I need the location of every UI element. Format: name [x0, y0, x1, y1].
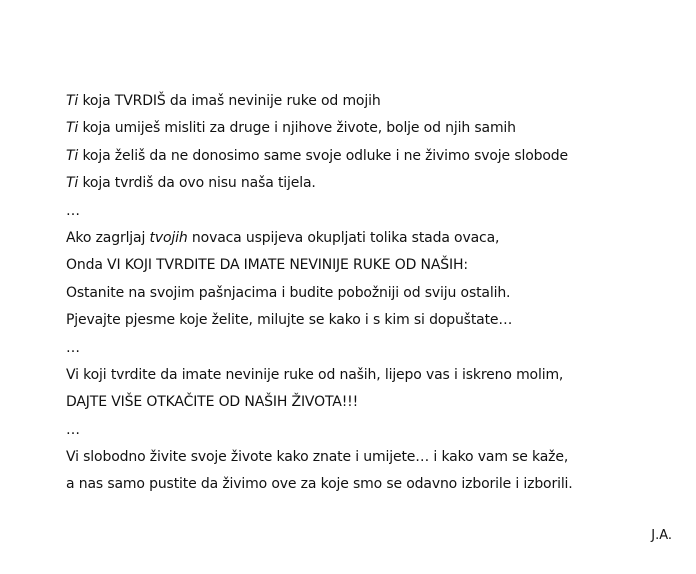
poem-ellipsis-3 [66, 417, 686, 444]
poem-line-7 [66, 252, 686, 279]
poem-ellipsis-2 [66, 335, 686, 362]
poem-line-15 [66, 471, 686, 498]
line-text: DAJTE VIŠE OTKAČITE OD NAŠIH ŽIVOTA!!! [66, 394, 359, 411]
line-text: Vi koji tvrdite da imate nevinije ruke od naših, lijepo vas i iskreno molim, [66, 366, 564, 383]
line-emphasis: Ti [66, 175, 79, 192]
line-text: Pjevajte pjesme koje želite, milujte se kako i s kim si dopuštate… [66, 312, 513, 329]
line-text: koja tvrdiš da ovo nisu naša tijela. [78, 175, 316, 192]
line-emphasis: Ti [66, 147, 79, 164]
line-emphasis: Ti [66, 93, 79, 109]
poem-line-1 [66, 88, 686, 115]
line-text: novaca uspijeva okupljati tolika stada ovaca, [187, 229, 500, 246]
poem-line-11 [66, 362, 686, 389]
line-text: Onda VI KOJI TVRDITE DA IMATE NEVINIJE RUKE OD NAŠIH: [66, 257, 468, 274]
line-text: … [66, 202, 80, 219]
line-text: Ostanite na svojim pašnjacima i budite pobožniji od sviju ostalih. [66, 284, 511, 301]
line-text: Vi slobodno živite svoje živote kako znate i umijete… i kako vam se kaže, [66, 449, 569, 466]
poem-line-6 [66, 225, 686, 252]
poem-line-9 [66, 307, 686, 334]
line-emphasis: tvojih [149, 229, 188, 246]
line-text: koja TVRDIŠ da imaš nevinije ruke od mojih [78, 93, 381, 109]
poem-text [66, 88, 686, 499]
line-text: … [66, 339, 80, 356]
line-text: a nas samo pustite da živimo ove za koje smo se odavno izborile i izborili. [66, 476, 573, 493]
poem-line-3 [66, 143, 686, 170]
line-text: koja želiš da ne donosimo same svoje odluke i ne živimo svoje slobode [78, 147, 568, 164]
line-text: koja umiješ misliti za druge i njihove živote, bolje od njih samih [78, 120, 516, 137]
line-emphasis: Ti [66, 120, 79, 137]
line-text: Ako zagrljaj [66, 229, 150, 246]
poem-line-2 [66, 115, 686, 142]
line-text: … [66, 421, 80, 438]
poem-line-4 [66, 170, 686, 197]
signature: J.A. [651, 528, 672, 543]
poem-line-14 [66, 444, 686, 471]
poem-line-12 [66, 389, 686, 416]
poem-ellipsis-1 [66, 198, 686, 225]
poem-line-8 [66, 280, 686, 307]
